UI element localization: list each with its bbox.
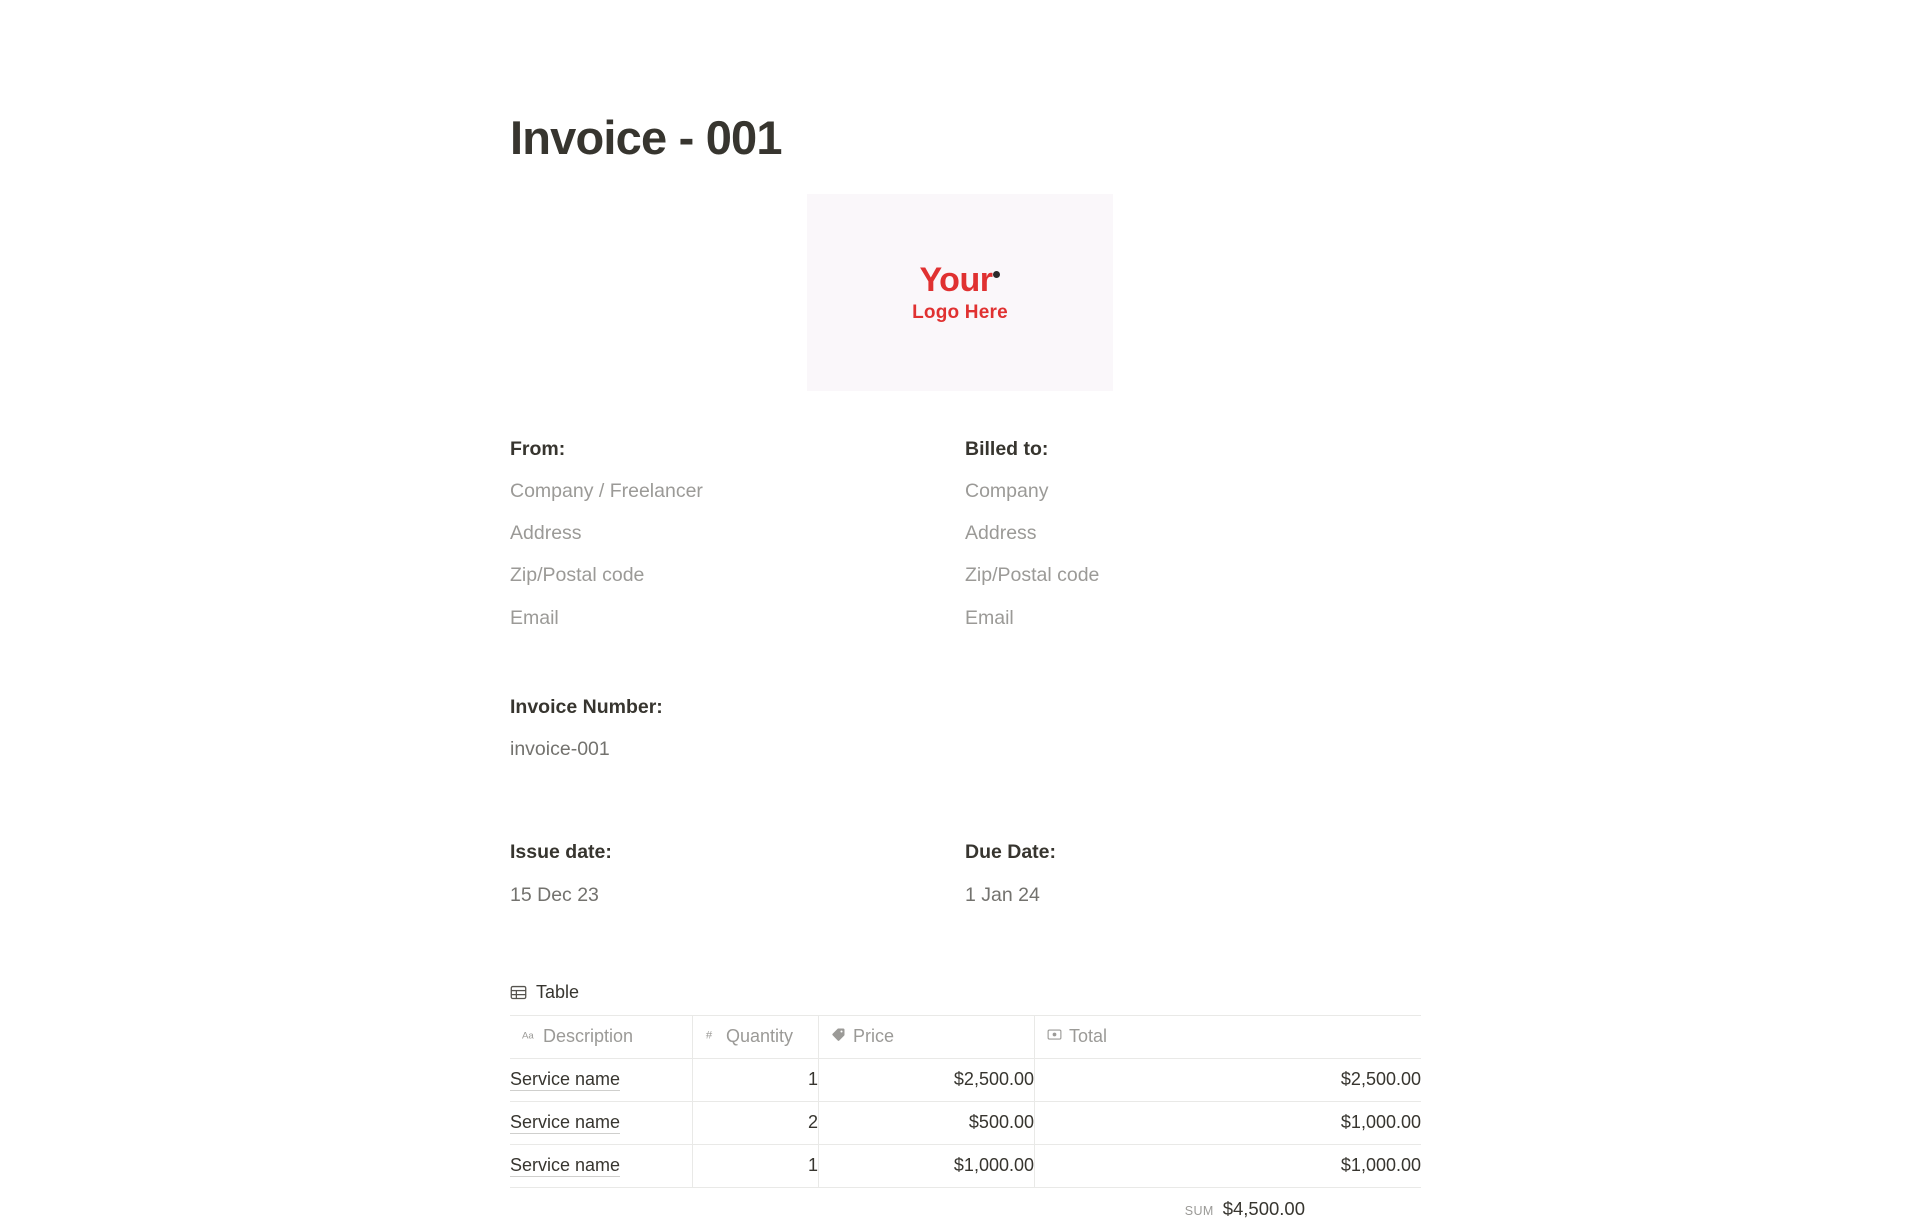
cell-price[interactable]: $1,000.00 [819, 1144, 1035, 1187]
sum-label: SUM [1184, 1203, 1214, 1218]
table-caption: Table [536, 981, 580, 1002]
logo-dot-icon [993, 271, 1000, 278]
cell-total[interactable]: $1,000.00 [1035, 1101, 1422, 1144]
from-column [510, 435, 965, 646]
logo-line-1-wrap [912, 260, 1008, 299]
cell-description-text: Service name [510, 1069, 621, 1090]
from-address[interactable]: Address [510, 522, 582, 545]
from-email[interactable]: Email [510, 606, 559, 629]
column-header-price[interactable] [819, 1015, 1035, 1058]
cell-quantity[interactable]: 2 [693, 1101, 819, 1144]
table-section [510, 982, 1420, 1220]
logo-inner [912, 260, 1008, 323]
logo-line-1: Your [919, 260, 993, 299]
logo-line-2: Logo Here [912, 301, 1008, 323]
table-head [510, 1015, 1421, 1058]
svg-text:Aa: Aa [522, 1030, 534, 1042]
cell-description-text: Service name [510, 1155, 621, 1176]
column-header-label: Price [853, 1026, 895, 1047]
page-title: Invoice - 001 [510, 111, 782, 164]
cell-description[interactable] [510, 1101, 693, 1144]
invoice-table [510, 1015, 1421, 1188]
number-icon [705, 1026, 719, 1047]
column-header-label: Quantity [726, 1026, 794, 1047]
dates-section [510, 838, 1420, 910]
cell-quantity[interactable]: 1 [693, 1058, 819, 1101]
cell-price[interactable]: $500.00 [819, 1101, 1035, 1144]
billed-to-address[interactable]: Address [965, 522, 1037, 545]
formula-icon [1047, 1026, 1062, 1047]
invoice-number-section [510, 693, 1420, 765]
cell-quantity[interactable]: 1 [693, 1144, 819, 1187]
column-header-total[interactable] [1035, 1015, 1422, 1058]
billed-to-zip[interactable]: Zip/Postal code [965, 564, 1100, 587]
parties-section [510, 435, 1420, 646]
from-zip[interactable]: Zip/Postal code [510, 564, 645, 587]
due-date-column [965, 838, 1420, 910]
cell-price[interactable]: $2,500.00 [819, 1058, 1035, 1101]
text-icon [522, 1026, 536, 1047]
due-date-value[interactable]: 1 Jan 24 [965, 883, 1040, 906]
billed-to-company[interactable]: Company [965, 479, 1049, 502]
due-date-label: Due Date: [965, 841, 1057, 864]
cell-description[interactable] [510, 1058, 693, 1101]
table-row[interactable] [510, 1058, 1421, 1101]
logo-placeholder[interactable] [807, 194, 1113, 391]
table-row[interactable] [510, 1101, 1421, 1144]
table-header-row [510, 1015, 1421, 1058]
column-header-quantity[interactable] [693, 1015, 819, 1058]
document-content [510, 0, 1420, 1220]
issue-date-value[interactable]: 15 Dec 23 [510, 883, 599, 906]
from-company[interactable]: Company / Freelancer [510, 479, 703, 502]
column-header-label: Description [543, 1026, 634, 1047]
cell-description-text: Service name [510, 1112, 621, 1133]
cell-total[interactable]: $1,000.00 [1035, 1144, 1422, 1187]
issue-date-label: Issue date: [510, 841, 612, 864]
from-label: From: [510, 437, 566, 460]
table-icon [510, 984, 527, 1001]
table-summary [510, 1198, 1418, 1220]
invoice-number-label: Invoice Number: [510, 695, 663, 718]
billed-to-label: Billed to: [965, 437, 1049, 460]
column-header-label: Total [1069, 1026, 1108, 1047]
table-row[interactable] [510, 1144, 1421, 1187]
invoice-number-value[interactable]: invoice-001 [510, 738, 610, 761]
cell-total[interactable]: $2,500.00 [1035, 1058, 1422, 1101]
column-header-description[interactable] [510, 1015, 693, 1058]
tag-icon [831, 1026, 846, 1047]
svg-text:#: # [705, 1029, 713, 1042]
cell-description[interactable] [510, 1144, 693, 1187]
issue-date-column [510, 838, 965, 910]
sum-value: $4,500.00 [1222, 1197, 1305, 1219]
billed-to-column [965, 435, 1420, 646]
table-body [510, 1058, 1421, 1187]
billed-to-email[interactable]: Email [965, 606, 1014, 629]
table-caption-row [510, 982, 1420, 1003]
